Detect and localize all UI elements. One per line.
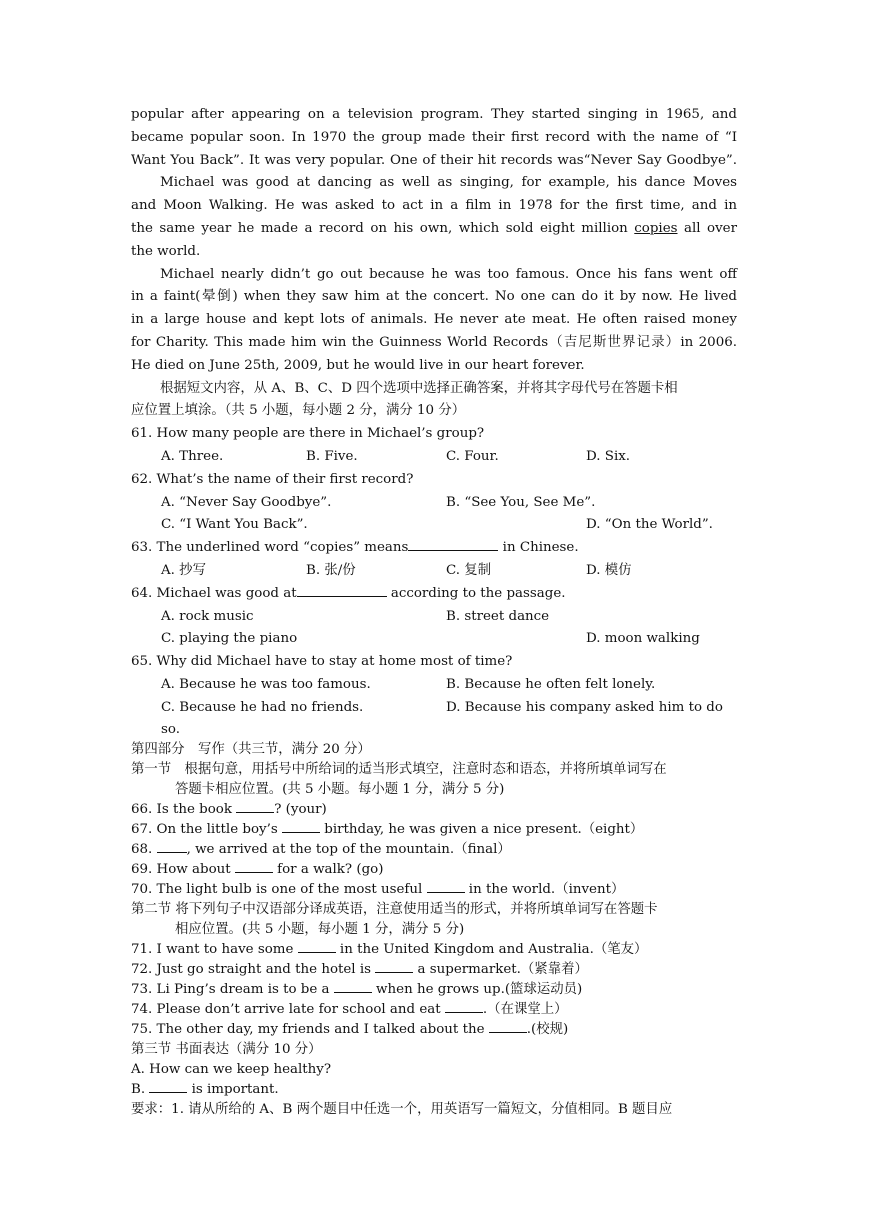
passage-line: Michael was good at dancing as well as singing, for example, his dance Moves [160, 175, 737, 191]
option-b: B. street dance [446, 608, 550, 624]
passage-line: popular after appearing on a television program. They started singing in 1965, and [131, 107, 737, 122]
section-instructions: 根据短文内容，从 A、B、C、D 四个选项中选择正确答案，并将其字母代号在答题卡相 [160, 380, 678, 396]
section-two-heading: 第二节 将下列句子中汉语部分译成英语，注意使用适当的形式，并将所填单词写在答题卡 [131, 901, 658, 917]
passage-line: the world. [131, 243, 201, 259]
answer-blank[interactable] [149, 1080, 187, 1093]
question-74: 74. Please don’t arrive late for school and eat .（在课堂上） [131, 1001, 568, 1017]
options-61 [131, 446, 737, 469]
passage-line: for Charity. This made him win the Guinness World Records（吉尼斯世界记录）in 2006. [131, 334, 737, 350]
option-d: D. moon walking [586, 631, 700, 647]
options-63 [131, 560, 737, 583]
passage-line: Want You Back”. It was very popular. One of their hit records was“Never Say Goodbye”. [131, 152, 737, 168]
options-62-row2 [131, 514, 737, 537]
option-b: B. 张/份 [306, 562, 356, 578]
topic-a: A. How can we keep healthy? [131, 1061, 332, 1077]
passage-line [131, 218, 737, 241]
option-a: A. Three. [161, 448, 224, 464]
option-d: D. Because his company asked him to do [446, 699, 723, 715]
option-c: C. Because he had no friends. [161, 699, 364, 715]
question-75: 75. The other day, my friends and I talked about the .(校规) [131, 1021, 569, 1037]
options-65-row2 [131, 697, 737, 720]
question-65: 65. Why did Michael have to stay at home most of time? [131, 654, 513, 670]
question-66: 66. Is the book ? (your) [131, 801, 327, 817]
option-a: A. rock music [161, 608, 254, 624]
answer-blank[interactable] [282, 820, 320, 833]
question-64: 64. Michael was good at according to the passage. [131, 585, 566, 601]
passage-line: became popular soon. In 1970 the group made their first record with the name of “I [131, 129, 737, 145]
writing-requirements: 要求：1. 请从所给的 A、B 两个题目中任选一个，用英语写一篇短文，分值相同。B 题目应 [131, 1101, 673, 1117]
exam-page [131, 104, 737, 1120]
options-62-row1 [131, 492, 737, 515]
topic-b: B. is important. [131, 1081, 279, 1097]
question-63: 63. The underlined word “copies” means in Chinese. [131, 540, 579, 556]
option-d: D. Six. [586, 448, 631, 464]
underlined-word-copies: copies [634, 220, 678, 236]
options-64-row1 [131, 606, 737, 629]
passage-text: the same year he made a record on his own, which sold eight million [131, 220, 635, 236]
answer-blank[interactable] [236, 800, 274, 813]
option-c: C. “I Want You Back”. [161, 517, 308, 533]
passage-line: in a large house and kept lots of animals. He never ate meat. He often raised money [131, 312, 737, 328]
option-b: B. Five. [306, 448, 358, 464]
passage-line: in a faint(晕倒) when they saw him at the concert. No one can do it by now. He lived [131, 289, 737, 305]
answer-blank[interactable] [408, 538, 498, 551]
section-one-heading-cont: 答题卡相应位置。(共 5 小题。每小题 1 分，满分 5 分) [175, 781, 505, 797]
question-62: 62. What’s the name of their first record? [131, 471, 414, 487]
answer-blank[interactable] [427, 880, 465, 893]
answer-blank[interactable] [334, 980, 372, 993]
question-70: 70. The light bulb is one of the most useful in the world.（invent） [131, 881, 625, 897]
answer-blank[interactable] [157, 840, 187, 853]
option-a: A. “Never Say Goodbye”. [161, 494, 332, 510]
option-b: B. Because he often felt lonely. [446, 676, 656, 692]
option-a: A. 抄写 [161, 562, 206, 578]
options-65-row3 [131, 720, 737, 740]
part-four-heading: 第四部分 写作（共三节，满分 20 分） [131, 741, 371, 757]
section-three-heading: 第三节 书面表达（满分 10 分） [131, 1041, 322, 1057]
question-69: 69. How about for a walk? (go) [131, 861, 384, 877]
question-71: 71. I want to have some in the United Kingdom and Australia.（笔友） [131, 941, 648, 957]
option-d: D. “On the World”. [586, 517, 713, 533]
option-c: C. 复制 [446, 562, 492, 578]
section-instructions: 应位置上填涂。（共 5 小题，每小题 2 分，满分 10 分） [131, 403, 466, 419]
question-68: 68. , we arrived at the top of the mountain.（final） [131, 841, 511, 857]
question-73: 73. Li Ping’s dream is to be a when he grows up.(篮球运动员) [131, 981, 583, 997]
section-two-heading-cont: 相应位置。(共 5 小题，每小题 1 分，满分 5 分) [175, 921, 465, 937]
question-61: 61. How many people are there in Michael’s group? [131, 426, 485, 442]
answer-blank[interactable] [489, 1020, 527, 1033]
passage-line: He died on June 25th, 2009, but he would live in our heart forever. [131, 357, 585, 373]
passage-line: Michael nearly didn’t go out because he was too famous. Once his fans went off [160, 266, 737, 282]
question-67: 67. On the little boy’s birthday, he was given a nice present.（eight） [131, 821, 644, 837]
question-72: 72. Just go straight and the hotel is a supermarket.（紧靠着） [131, 961, 588, 977]
section-one-heading: 第一节 根据句意，用括号中所给词的适当形式填空，注意时态和语态，并将所填单词写在 [131, 761, 667, 777]
reading-passage [131, 104, 737, 378]
answer-blank[interactable] [298, 940, 336, 953]
answer-blank[interactable] [235, 860, 273, 873]
options-65-row1 [131, 674, 737, 697]
answer-blank[interactable] [375, 960, 413, 973]
answer-blank[interactable] [445, 1000, 483, 1013]
option-d: D. 模仿 [586, 562, 632, 578]
answer-blank[interactable] [297, 584, 387, 597]
option-b: B. “See You, See Me”. [446, 494, 596, 510]
passage-text: all over [677, 220, 737, 236]
passage-line: and Moon Walking. He was asked to act in a film in 1978 for the first time, and in [131, 198, 737, 214]
option-c: C. Four. [446, 448, 499, 464]
option-a: A. Because he was too famous. [161, 676, 371, 692]
option-c: C. playing the piano [161, 631, 298, 647]
options-64-row2 [131, 628, 737, 651]
option-d-continued: so. [161, 721, 180, 737]
